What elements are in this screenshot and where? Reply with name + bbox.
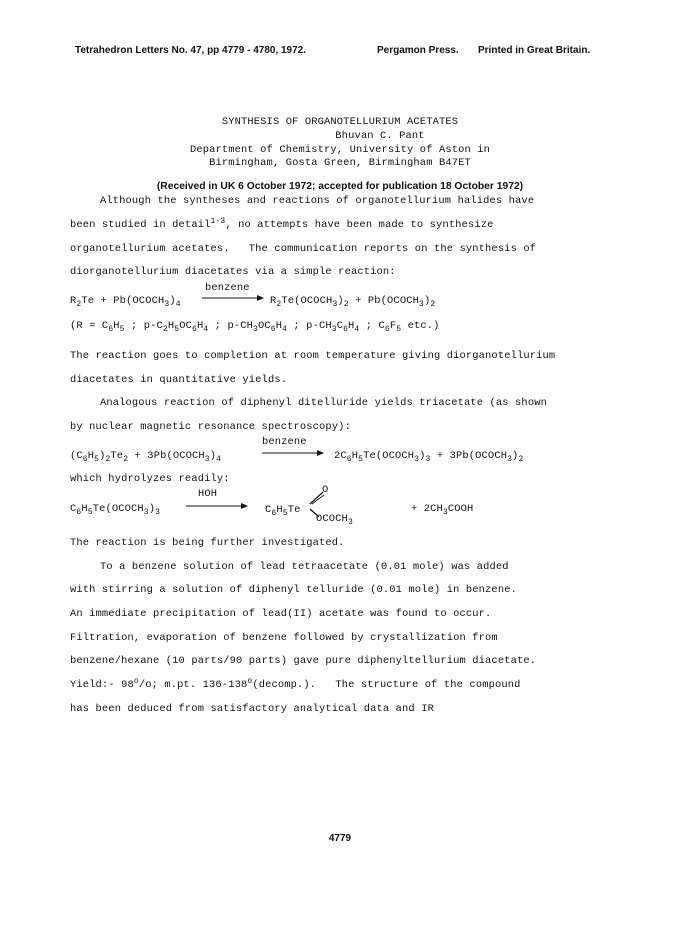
author: Bhuvan C. Pant: [335, 130, 425, 142]
eq2-arrow: [262, 449, 324, 457]
para4-line7: has been deduced from satisfactory analytical data and IR: [70, 703, 434, 715]
eq2-left: $(C_6H_5)_2Te_2$ + $3Pb(OCOCH_3)_4$: [70, 450, 222, 464]
para4-line6: Yield:- 98$^o$/o; m.pt. 136-138$^o$(decomp.). The structure of the compound: [70, 677, 521, 691]
affiliation-line-2: Birmingham, Gosta Green, Birmingham B47ET: [209, 157, 471, 169]
received-line: (Received in UK 6 October 1972; accepted for publication 18 October 1972): [156, 181, 524, 192]
printed-in: Printed in Great Britain.: [478, 45, 591, 56]
para4-line3: An immediate precipitation of lead(II) acetate was found to occur.: [70, 608, 492, 620]
eq3-byproduct: + $2CH_3COOH$: [411, 503, 474, 517]
journal-citation: Tetrahedron Letters No. 47, pp 4779 - 4780, 1972.: [75, 45, 307, 56]
publisher: Pergamon Press.: [377, 45, 459, 56]
eq1-substituents: ($R = C_6H_5$ ; $p-C_2H_5OC_6H_4$ ; $p-CH_3OC_6H_4$ ; $p-CH_3C_6H_4$ ; $C_6F_5$ etc.): [70, 320, 440, 334]
para4-line5: benzene/hexane (10 parts/90 parts) gave pure diphenyltellurium diacetate.: [70, 655, 537, 667]
para4-line4: Filtration, evaporation of benzene followed by crystallization from: [70, 632, 498, 644]
para1-line4: diorganotellurium diacetates via a simple reaction:: [70, 266, 396, 278]
eq3-acetoxy: $OCOCH_3$: [316, 513, 353, 527]
para3-line1: Analogous reaction of diphenyl ditelluride yields triacetate (as shown: [100, 397, 547, 409]
eq2-right: $2C_6H_5Te(OCOCH_3)_3$ + $3Pb(OCOCH_3)_2$: [334, 450, 524, 464]
eq3-left: $C_6H_5Te(OCOCH_3)_3$: [70, 503, 161, 517]
para3-line2: by nuclear magnetic resonance spectroscopy):: [70, 421, 351, 433]
eq3-arrow: [186, 502, 248, 510]
para1-line2: been studied in detail$^{1-3}$, no attempts have been made to synthesize: [70, 217, 494, 231]
eq3-reagent: HOH: [198, 488, 218, 500]
para4-line1: To a benzene solution of lead tetraacetate (0.01 mole) was added: [100, 561, 509, 573]
eq1-left: $R_2Te$ + $Pb(OCOCH_3)_4$: [70, 295, 181, 309]
eq2-solvent: benzene: [262, 436, 307, 448]
eq3-product: $C_6H_5Te$: [265, 504, 301, 518]
paper-title: SYNTHESIS OF ORGANOTELLURIUM ACETATES: [221, 116, 459, 128]
eq1-right: $R_2Te(OCOCH_3)_2$ + $Pb(OCOCH_3)_2$: [270, 295, 436, 309]
para1-line1: Although the syntheses and reactions of organotellurium halides have: [100, 195, 535, 207]
para4-line2: with stirring a solution of diphenyl telluride (0.01 mole) in benzene.: [70, 584, 517, 596]
affiliation-line-1: Department of Chemistry, University of Aston in: [189, 144, 491, 156]
para2-line1: The reaction goes to completion at room temperature giving diorganotellurium: [70, 350, 556, 362]
further-line: The reaction is being further investigated.: [70, 537, 345, 549]
hydrolyzes-line: which hydrolyzes readily:: [70, 473, 230, 485]
eq1-arrow: [202, 294, 264, 302]
para2-line2: diacetates in quantitative yields.: [70, 374, 288, 386]
eq3-oxo-atom: O: [322, 484, 329, 496]
page-number: 4779: [328, 833, 352, 844]
eq1-solvent: benzene: [205, 282, 250, 294]
para1-line3: organotellurium acetates. The communication reports on the synthesis of: [70, 243, 537, 255]
